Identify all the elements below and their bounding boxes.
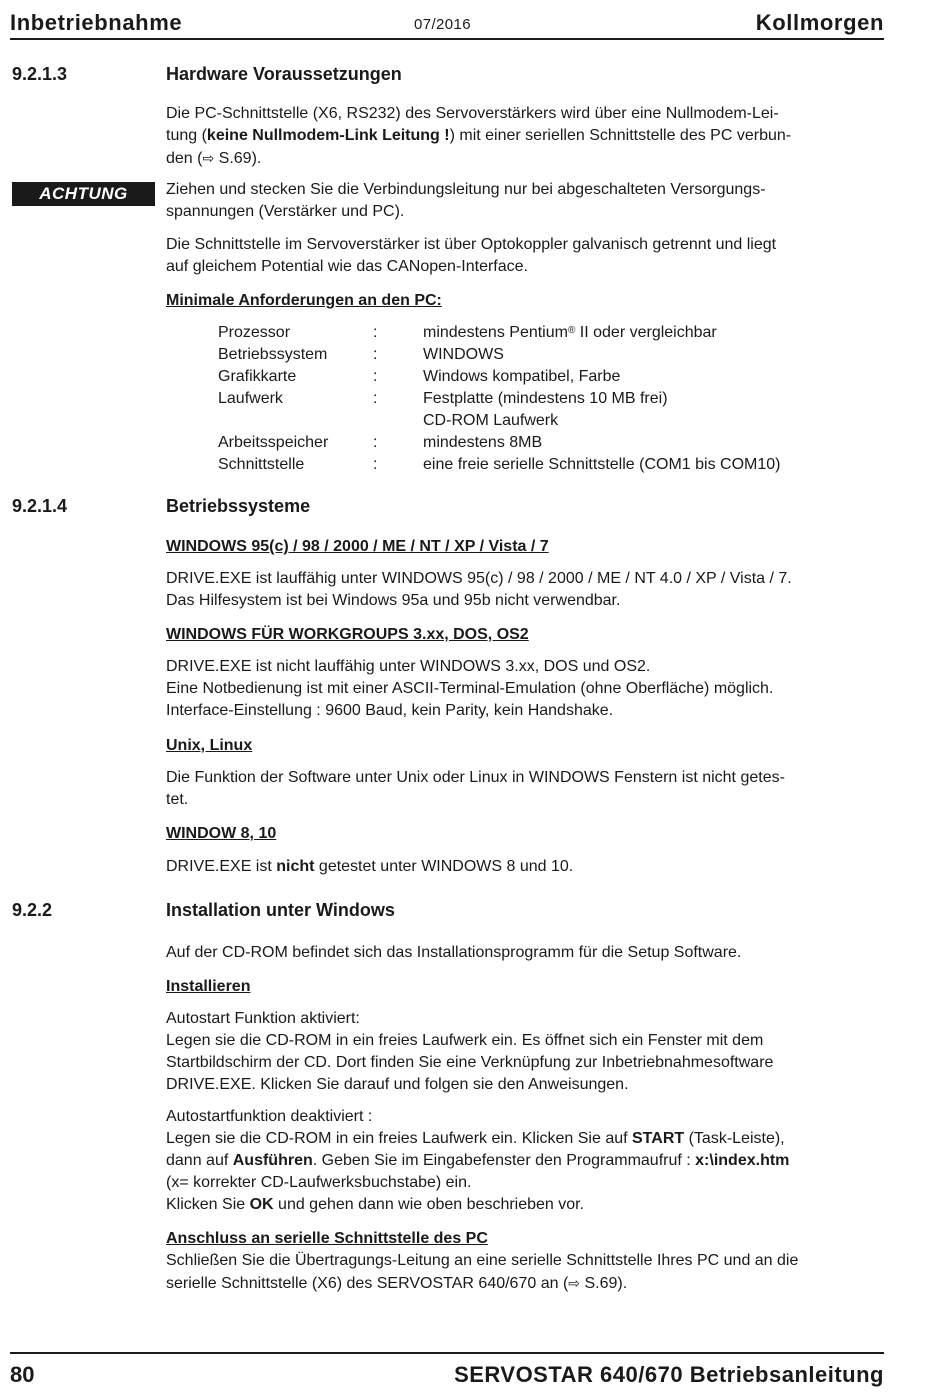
header-date: 07/2016 — [414, 16, 472, 33]
text-line: (x= korrekter CD-Laufwerksbuchstabe) ein. — [166, 1174, 472, 1191]
text-line: Eine Notbedienung ist mit einer ASCII-Terminal-Emulation (ohne Oberfläche) möglich. — [166, 680, 774, 697]
text-line: Autostart Funktion aktiviert: — [166, 1010, 360, 1027]
text-line: Das Hilfesystem ist bei Windows 95a und 95b nicht verwendbar. — [166, 592, 621, 609]
text-line: auf gleichem Potential wie das CANopen-Interface. — [166, 258, 528, 275]
text-line: Interface-Einstellung : 9600 Baud, kein Parity, kein Handshake. — [166, 702, 614, 719]
paragraph — [166, 234, 890, 278]
text-line: tet. — [166, 791, 189, 808]
paragraph — [166, 942, 890, 964]
text-line: DRIVE.EXE. Klicken Sie darauf und folgen sie den Anweisungen. — [166, 1076, 629, 1093]
registered-icon: ® — [567, 325, 576, 336]
text-line: spannungen (Verstärker und PC). — [166, 203, 405, 220]
footer-title: SERVOSTAR 640/670 Betriebsanleitung — [454, 1362, 884, 1387]
manual-page: Inbetriebnahme 07/2016 Kollmorgen 9.2.1.3 Hardware Voraussetzungen Die PC-Schnittstelle (X6, RS232) des Servoverstärkers wird über eine Nullmodem-Lei- tung (keine Nullmodem-Link Leitung !) mit einer seriellen Schnittstelle des PC verbun- den (⇨ S.69). ACHTUNG Ziehen und stecken Sie die Verbindungsleitung nur bei abgeschalteten Versorgungs- spannungen (Verstärker und PC). Die Schnittstelle im Servoverstärker ist über Optokoppler galvanisch getrennt und liegt auf gleichem Potential wie das CANopen-Interface. Minimale Anforderungen an den PC: Prozessor : mindestens Pentium® II oder vergleichbar Betriebssystem : WINDOWS Grafikkarte : Windows kompatibel, Farbe Laufwerk : Festplatte (mindestens 10 MB frei) CD-ROM Laufwerk Arbeitsspeicher : mindestens 8MB Schnittstelle : eine freie serielle Schnittstelle (COM1 bis COM10) 9.2.1.4 Betriebssysteme WINDOWS 95(c) / 98 / 2000 / ME / NT / XP / Vista / 7 DRIVE.EXE ist lauffähig unter WINDOWS 95(c) / 98 / 2000 / ME / NT 4.0 / XP / Vista / 7. Das Hilfesystem ist bei Windows 95a und 95b nicht verwendbar. WINDOWS FÜR WORKGROUPS 3.xx, DOS, OS2 DRIVE.EXE ist nicht lauffähig unter WINDOWS 3.xx, DOS und OS2. Eine Notbedienung ist mit einer ASCII-Terminal-Emulation (ohne Oberfläche) möglich. Interface-Einstellung : 9600 Baud, kein Parity, kein Handshake. Unix, Linux Die Funktion der Software unter Unix oder Linux in WINDOWS Fenstern ist nicht getes- tet. WINDOW 8, 10 DRIVE.EXE ist nicht getestet unter WINDOWS 8 und 10. 9.2.2 Installation unter Windows Auf der CD-ROM befindet sich das Installationsprogramm für die Setup Software. Installieren Autostart Funktion aktiviert: Legen sie die CD-ROM in ein freies Laufwerk ein. Es öffnet sich ein Fenster mit dem Startbildschirm der CD. Dort finden Sie eine Verknüpfung zur Inbetriebnahmesoftware DRIVE.EXE. Klicken Sie darauf und folgen sie den Anweisungen. Autostartfunktion deaktiviert : Legen sie die CD-ROM in ein freies Laufwerk ein. Klicken Sie auf START (Task-Leiste), dann auf Ausführen. Geben Sie im Eingabefenster den Programmaufruf : x:\index.htm (x= korrekter CD-Laufwerksbuchstabe) ein. Klicken Sie OK und gehen dann wie oben beschrieben vor. Anschluss an serielle Schnittstelle des PC Schließen Sie die Übertragungs-Leitung an eine serielle Schnittstelle Ihres PC und an die serielle Schnittstelle (X6) des SERVOSTAR 640/670 an (⇨ S.69). 80 SERVOSTAR 640/670 Betriebsanleitung — [0, 0, 950, 1397]
text-line: Die Funktion der Software unter Unix oder Linux in WINDOWS Fenstern ist nicht getes- — [166, 769, 785, 786]
section-number: 9.2.2 — [12, 900, 53, 920]
text-line: dann auf Ausführen. Geben Sie im Eingabefenster den Programmaufruf : x:\index.htm — [166, 1152, 790, 1169]
text-line: Startbildschirm der CD. Dort finden Sie eine Verknüpfung zur Inbetriebnahmesoftware — [166, 1054, 774, 1071]
text-line: DRIVE.EXE ist nicht getestet unter WINDOWS 8 und 10. — [166, 858, 574, 875]
paragraph — [166, 1008, 890, 1096]
text-line: DRIVE.EXE ist lauffähig unter WINDOWS 95(c) / 98 / 2000 / ME / NT 4.0 / XP / Vista / 7. — [166, 570, 792, 587]
paragraph — [166, 767, 890, 811]
paragraph — [166, 856, 890, 878]
text-line: serielle Schnittstelle (X6) des SERVOSTAR 640/670 an (⇨ S.69). — [166, 1275, 628, 1292]
section-title: Betriebssysteme — [166, 496, 311, 516]
header-brand: Kollmorgen — [755, 10, 884, 35]
subheading: Minimale Anforderungen an den PC: — [166, 292, 442, 309]
section-number: 9.2.1.4 — [12, 496, 68, 516]
warning-label: ACHTUNG — [12, 182, 155, 206]
text-line: Legen sie die CD-ROM in ein freies Laufwerk ein. Es öffnet sich ein Fenster mit dem — [166, 1032, 764, 1049]
subheading: WINDOWS FÜR WORKGROUPS 3.xx, DOS, OS2 — [166, 626, 529, 643]
text-line: Die PC-Schnittstelle (X6, RS232) des Servoverstärkers wird über eine Nullmodem-Lei- — [166, 105, 779, 122]
section-title: Installation unter Windows — [166, 900, 395, 920]
paragraph — [166, 568, 890, 612]
text-line: Klicken Sie OK und gehen dann wie oben beschrieben vor. — [166, 1196, 585, 1213]
page-number: 80 — [10, 1362, 35, 1387]
text-line: Die Schnittstelle im Servoverstärker ist über Optokoppler galvanisch getrennt und liegt — [166, 236, 777, 253]
arrow-right-icon: ⇨ — [568, 1275, 580, 1291]
page-footer — [10, 1352, 884, 1394]
paragraph — [166, 656, 890, 722]
paragraph — [166, 1106, 890, 1216]
text-line: den (⇨ S.69). — [166, 150, 262, 167]
subheading: Anschluss an serielle Schnittstelle des PC — [166, 1230, 488, 1247]
arrow-right-icon: ⇨ — [202, 150, 215, 166]
section-title: Hardware Voraussetzungen — [166, 64, 402, 84]
page-header — [10, 8, 884, 40]
subheading: WINDOW 8, 10 — [166, 825, 277, 842]
text-line: tung (keine Nullmodem-Link Leitung !) mit einer seriellen Schnittstelle des PC verbun- — [166, 127, 792, 144]
text-line: Ziehen und stecken Sie die Verbindungsleitung nur bei abgeschalteten Versorgungs- — [166, 181, 766, 198]
subheading: Unix, Linux — [166, 737, 253, 754]
text-line: Schließen Sie die Übertragungs-Leitung an eine serielle Schnittstelle Ihres PC und an die — [166, 1252, 799, 1269]
text-line: Legen sie die CD-ROM in ein freies Laufwerk ein. Klicken Sie auf START (Task-Leiste), — [166, 1130, 785, 1147]
section-number: 9.2.1.3 — [12, 64, 68, 84]
subheading: Installieren — [166, 978, 251, 995]
subheading: WINDOWS 95(c) / 98 / 2000 / ME / NT / XP / Vista / 7 — [166, 538, 549, 555]
paragraph — [166, 179, 890, 223]
paragraph — [166, 1250, 890, 1295]
text-line: DRIVE.EXE ist nicht lauffähig unter WINDOWS 3.xx, DOS und OS2. — [166, 658, 651, 675]
header-chapter: Inbetriebnahme — [10, 10, 183, 35]
paragraph — [166, 103, 890, 170]
text-line: Autostartfunktion deaktiviert : — [166, 1108, 373, 1125]
text-line: Auf der CD-ROM befindet sich das Installationsprogramm für die Setup Software. — [166, 944, 742, 961]
